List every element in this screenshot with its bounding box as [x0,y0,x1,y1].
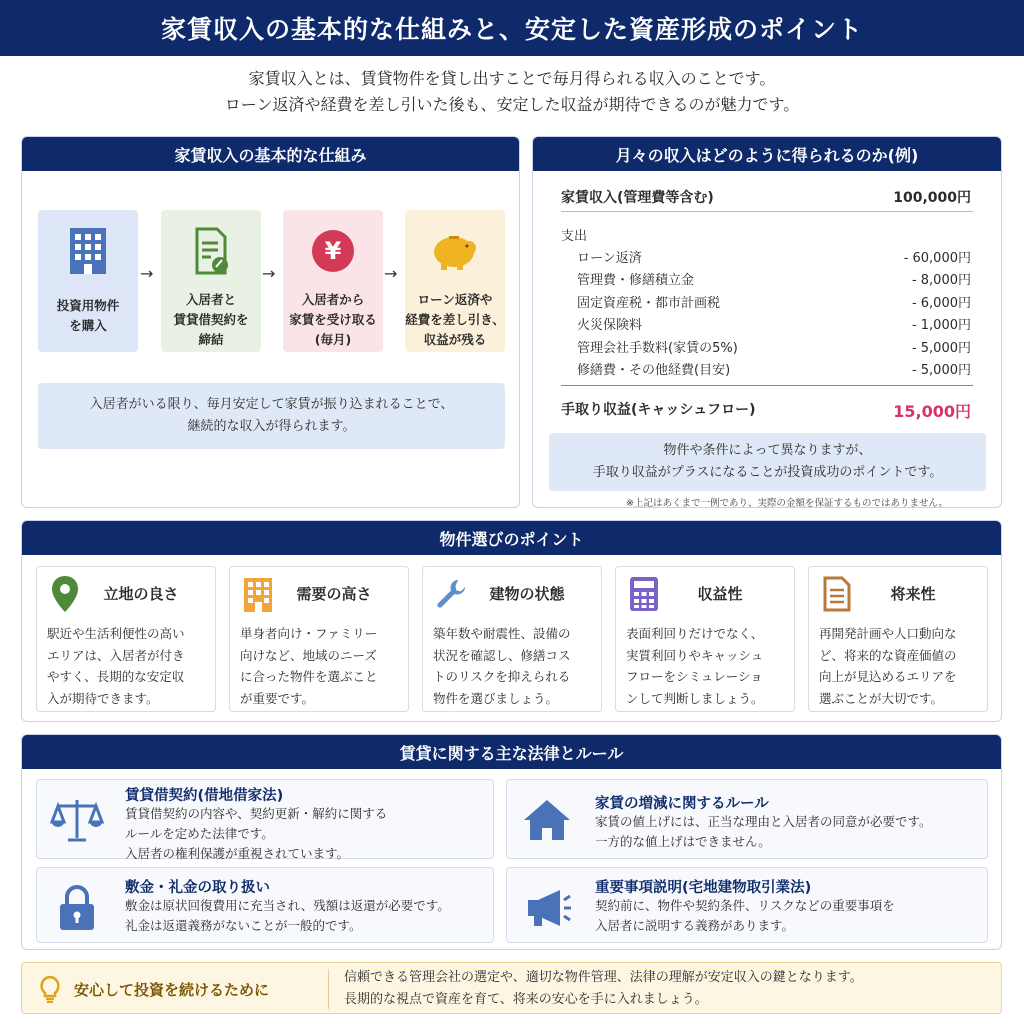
law-text: 賃貸借契約の内容や、契約更新・解約に関する ルールを定めた法律です。 入居者の権利保護が重視されています。 [125,806,388,861]
step-arrow: → [140,264,154,283]
laws-panel [21,734,1002,950]
laws-heading: 賃貸に関する主な法律とルール [22,735,1001,769]
step-label: 投資用物件 を購入 [56,298,120,333]
rent-value: 100,000円 [893,190,971,206]
step-label: 入居者と 賃貸借契約を 締結 [173,292,249,347]
law-text: 契約前に、物件や契約条件、リスクなどの重要事項を 入居者に説明する義務があります。 [595,898,895,933]
point-text: 単身者向け・ファミリー 向けなど、地域のニーズ に合った物件を選ぶこと が重要です。 [240,626,378,706]
net-income-row [561,399,971,422]
scales-icon [49,792,105,848]
piggy-bank-icon [405,224,505,278]
point-text: 再開発計画や人口動向な ど、将来的な資産価値の 向上が見込めるエリアを 選ぶことが大切です。 [819,626,957,706]
expense-value: - 5,000円 [911,341,971,356]
expense-label: 管理会社手数料(家賃の5%) [577,341,738,356]
point-text: 表面利回りだけでなく、 実質利回りやキャッシュ フローをシミュレーショ ンして判断しましょう。 [626,626,764,706]
step-label: 入居者から 家賃を受け取る (毎月) [289,292,377,347]
document-icon [821,575,853,613]
mechanism-heading: 家賃収入の基本的な仕組み [22,137,519,171]
income-panel [532,136,1002,508]
expense-value: - 6,000円 [911,296,971,311]
expense-row [577,359,971,378]
page-title: 家賃収入の基本的な仕組みと、安定した資産形成のポイント [160,15,863,44]
megaphone-icon [519,880,575,936]
expenses-heading-row [561,225,971,244]
yen-coin-icon [283,224,383,278]
expense-value: - 60,000円 [903,251,971,266]
law-card-disclosure [506,867,988,943]
law-title: 敷金・礼金の取り扱い [125,880,270,896]
divider [561,211,973,212]
property-points-panel [21,520,1002,722]
apartment-icon [242,575,274,613]
intro-line: ローン返済や経費を差し引いた後も、安定した収益が期待できるのが魅力です。 [224,95,800,114]
point-card-future [808,566,988,712]
expense-row [577,269,971,288]
point-card-location [36,566,216,712]
law-text: 敷金は原状回復費用に充当され、残額は返還が必要です。 礼金は返還義務がないことが一般的です。 [125,898,450,933]
expense-row [577,247,971,266]
expense-label: 火災保険料 [577,318,643,333]
step-buy-property [38,210,138,352]
step-label: ローン返済や 経費を差し引き、 収益が残る [405,292,505,347]
point-title: 建物の状態 [489,585,565,603]
contract-document-icon [161,224,261,278]
point-title: 将来性 [890,585,936,603]
expense-label: 修繕費・その他経費(目安) [577,363,731,378]
step-arrow: → [262,264,276,283]
law-title: 家賃の増減に関するルール [595,796,769,812]
expense-row [577,337,971,356]
point-card-profitability [615,566,795,712]
expense-row [577,314,971,333]
point-text: 築年数や耐震性、設備の 状況を確認し、修繕コス トのリスクを抑えられる 物件を選びましょう。 [433,626,571,706]
wrench-icon [435,575,467,613]
expense-row [577,292,971,311]
footer-title: 安心して投資を続けるために [74,981,270,999]
point-text: 駅近や生活利便性の高い エリアは、入居者が付き やすく、長期的な安定収 入が期待できます。 [47,626,185,706]
rent-row [561,187,971,207]
house-icon [519,792,575,848]
lightbulb-icon [38,975,62,1007]
mechanism-panel [21,136,520,508]
income-note: 物件や条件によって異なりますが、 手取り収益がプラスになることが投資成功のポイントです。 [549,433,986,491]
points-heading: 物件選びのポイント [22,521,1001,555]
law-card-rent-change [506,779,988,859]
point-title: 需要の高さ [296,585,372,603]
footer-callout [21,962,1002,1014]
point-title: 立地の良さ [103,585,179,603]
expense-label: 固定資産税・都市計画税 [577,296,721,311]
intro-text [0,66,1024,118]
law-text: 家賃の値上げには、正当な理由と入居者の同意が必要です。 一方的な値上げはできません。 [595,814,932,849]
expense-label: 管理費・修繕積立金 [577,273,695,288]
step-sign-contract [161,210,261,352]
rent-label: 家賃収入(管理費等含む) [561,190,714,206]
law-title: 賃貸借契約(借地借家法) [125,788,284,804]
building-icon [38,224,138,278]
net-income-label: 手取り収益(キャッシュフロー) [561,402,756,418]
step-arrow: → [384,264,398,283]
net-income-value: 15,000円 [893,402,971,421]
divider [561,385,973,386]
step-net-profit [405,210,505,352]
expense-label: ローン返済 [577,251,642,266]
point-card-demand [229,566,409,712]
point-title: 収益性 [697,585,743,603]
law-title: 重要事項説明(宅地建物取引業法) [595,880,812,896]
expense-value: - 1,000円 [911,318,971,333]
header-bar [0,0,1024,56]
income-disclaimer: ※上記はあくまで一例であり、実際の金額を保証するものではありません。 [625,498,949,508]
svg-text:¥: ¥ [324,237,342,265]
income-heading: 月々の収入はどのように得られるのか(例) [533,137,1001,171]
footer-text: 信頼できる管理会社の選定や、適切な物件管理、法律の理解が安定収入の鍵となります。 長期的な視点で資産を育て、将来の安心を手に入れましょう。 [344,970,863,1007]
law-card-deposit [36,867,494,943]
calculator-icon [628,575,660,613]
map-pin-icon [49,575,81,613]
step-receive-rent [283,210,383,352]
mechanism-note: 入居者がいる限り、毎月安定して家賃が振り込まれることで、 継続的な収入が得られます。 [38,383,505,449]
law-card-lease [36,779,494,859]
point-card-condition [422,566,602,712]
footer-divider [328,969,329,1009]
expense-value: - 8,000円 [911,273,971,288]
lock-icon [49,880,105,936]
intro-line: 家賃収入とは、賃貸物件を貸し出すことで毎月得られる収入のことです。 [248,69,776,88]
expense-value: - 5,000円 [911,363,971,378]
expenses-label: 支出 [561,229,588,244]
